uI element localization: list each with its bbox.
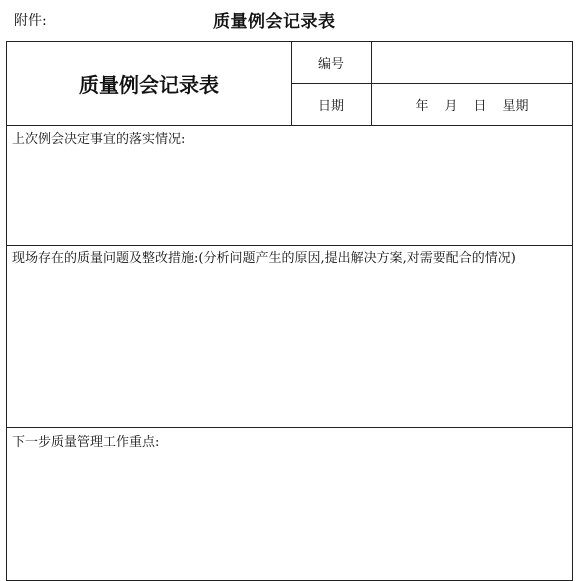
section-quality-issues-label: 现场存在的质量问题及整改措施:(分析问题产生的原因,提出解决方案,对需要配合的情况) <box>12 251 516 266</box>
date-day-label: 日 <box>473 99 487 114</box>
number-field[interactable] <box>372 42 572 84</box>
page-title: 质量例会记录表 <box>213 12 336 32</box>
section-quality-issues[interactable] <box>7 247 572 428</box>
form-title: 质量例会记录表 <box>7 42 292 125</box>
number-label: 编号 <box>291 42 372 84</box>
section-previous-decisions-label: 上次例会决定事宜的落实情况: <box>12 132 186 147</box>
section-previous-decisions[interactable] <box>7 126 572 246</box>
date-label: 日期 <box>291 84 372 125</box>
date-year-label: 年 <box>415 99 429 114</box>
date-month-label: 月 <box>444 99 458 114</box>
attachment-label: 附件: <box>14 13 47 29</box>
meeting-record-form <box>6 41 573 581</box>
date-weekday-label: 星期 <box>502 99 529 114</box>
date-field[interactable] <box>372 84 572 125</box>
section-next-focus-label: 下一步质量管理工作重点: <box>12 435 160 450</box>
section-next-focus[interactable] <box>7 429 572 579</box>
form-header <box>7 42 572 126</box>
